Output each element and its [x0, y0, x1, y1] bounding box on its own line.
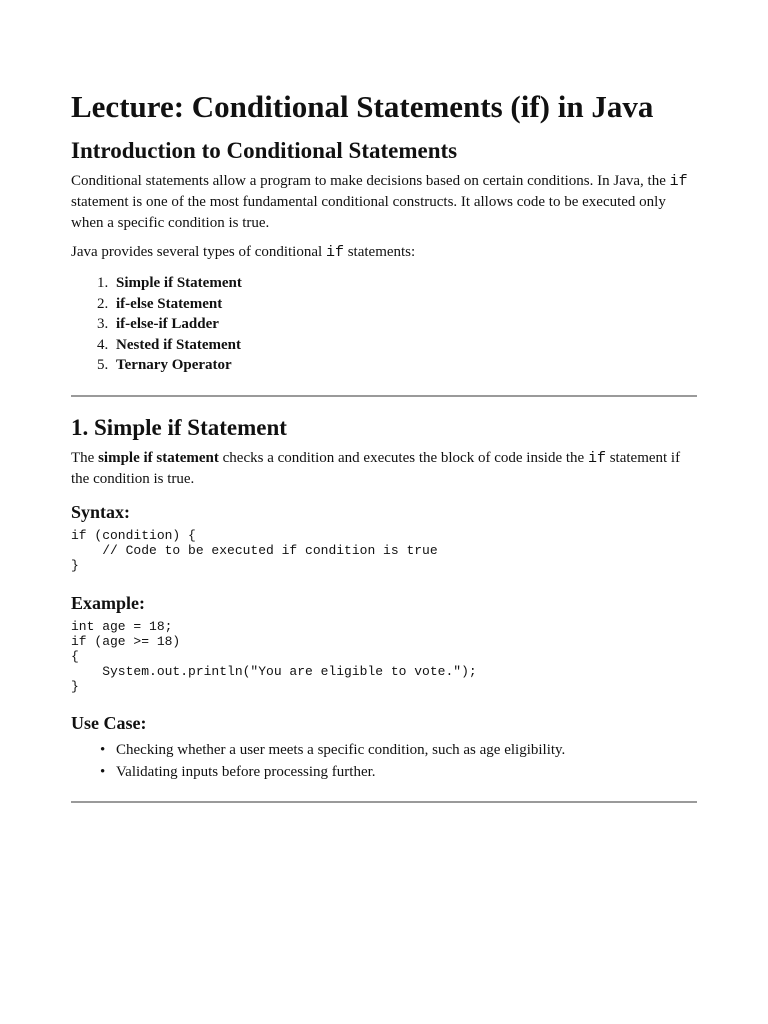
- types-list: [71, 273, 242, 376]
- desc-text-1: The: [71, 450, 99, 466]
- list-item-label: Simple if Statement: [116, 275, 242, 291]
- usecase-list: [71, 740, 565, 783]
- list-item: [71, 740, 565, 761]
- list-item-text: Validating inputs before processing further.: [116, 764, 376, 780]
- desc-bold-text: simple if statement: [98, 450, 219, 466]
- list-item-label: Ternary Operator: [116, 357, 232, 373]
- list-item-label: if-else-if Ladder: [116, 316, 219, 332]
- list-item: [71, 762, 565, 783]
- section1-heading: 1. Simple if Statement: [71, 415, 287, 440]
- page-title: Lecture: Conditional Statements (if) in Java: [71, 89, 654, 124]
- inline-code-if: if: [587, 450, 606, 467]
- desc-text-3: statement if the condition is true.: [71, 450, 681, 487]
- types-intro-text-2: statements:: [343, 244, 416, 260]
- intro-text-1: Conditional statements allow a program to make decisions based on certain conditions. In Java, the: [71, 173, 670, 189]
- desc-text-2: checks a condition and executes the block of code inside the: [218, 450, 588, 466]
- bullet-icon: •: [100, 764, 106, 780]
- inline-code-if: if: [669, 173, 688, 190]
- types-intro-paragraph: [71, 242, 697, 263]
- intro-text-2: statement is one of the most fundamental conditional constructs. It allows code to be executed only when a specific condition is true.: [71, 194, 666, 231]
- list-number: 4.: [97, 336, 109, 353]
- list-item-label: Nested if Statement: [116, 336, 241, 353]
- example-heading: Example:: [71, 593, 145, 613]
- list-item: [71, 294, 242, 315]
- intro-heading: Introduction to Conditional Statements: [71, 138, 458, 163]
- usecase-heading: Use Case:: [71, 713, 147, 733]
- inline-code-if: if: [325, 244, 344, 261]
- section1-description: [71, 448, 697, 490]
- section-divider: [71, 395, 697, 397]
- list-number: 1.: [97, 275, 109, 291]
- example-code-block: int age = 18; if (age >= 18) { System.out.println("You are eligible to vote."); }: [71, 619, 477, 694]
- syntax-heading: Syntax:: [71, 502, 131, 522]
- types-intro-text-1: Java provides several types of conditional: [71, 244, 326, 260]
- list-item: [71, 273, 242, 294]
- list-number: 5.: [97, 357, 109, 373]
- list-item: [71, 314, 242, 335]
- syntax-code-block: if (condition) { // Code to be executed if condition is true }: [71, 528, 438, 573]
- intro-paragraph: [71, 171, 697, 234]
- bullet-icon: •: [100, 742, 106, 758]
- list-item-text: Checking whether a user meets a specific condition, such as age eligibility.: [116, 742, 566, 758]
- list-item: [71, 355, 242, 376]
- list-item-label: if-else Statement: [116, 295, 223, 312]
- list-number: 3.: [97, 316, 109, 332]
- list-number: 2.: [97, 295, 109, 312]
- section-divider: [71, 801, 697, 803]
- list-item: [71, 335, 242, 356]
